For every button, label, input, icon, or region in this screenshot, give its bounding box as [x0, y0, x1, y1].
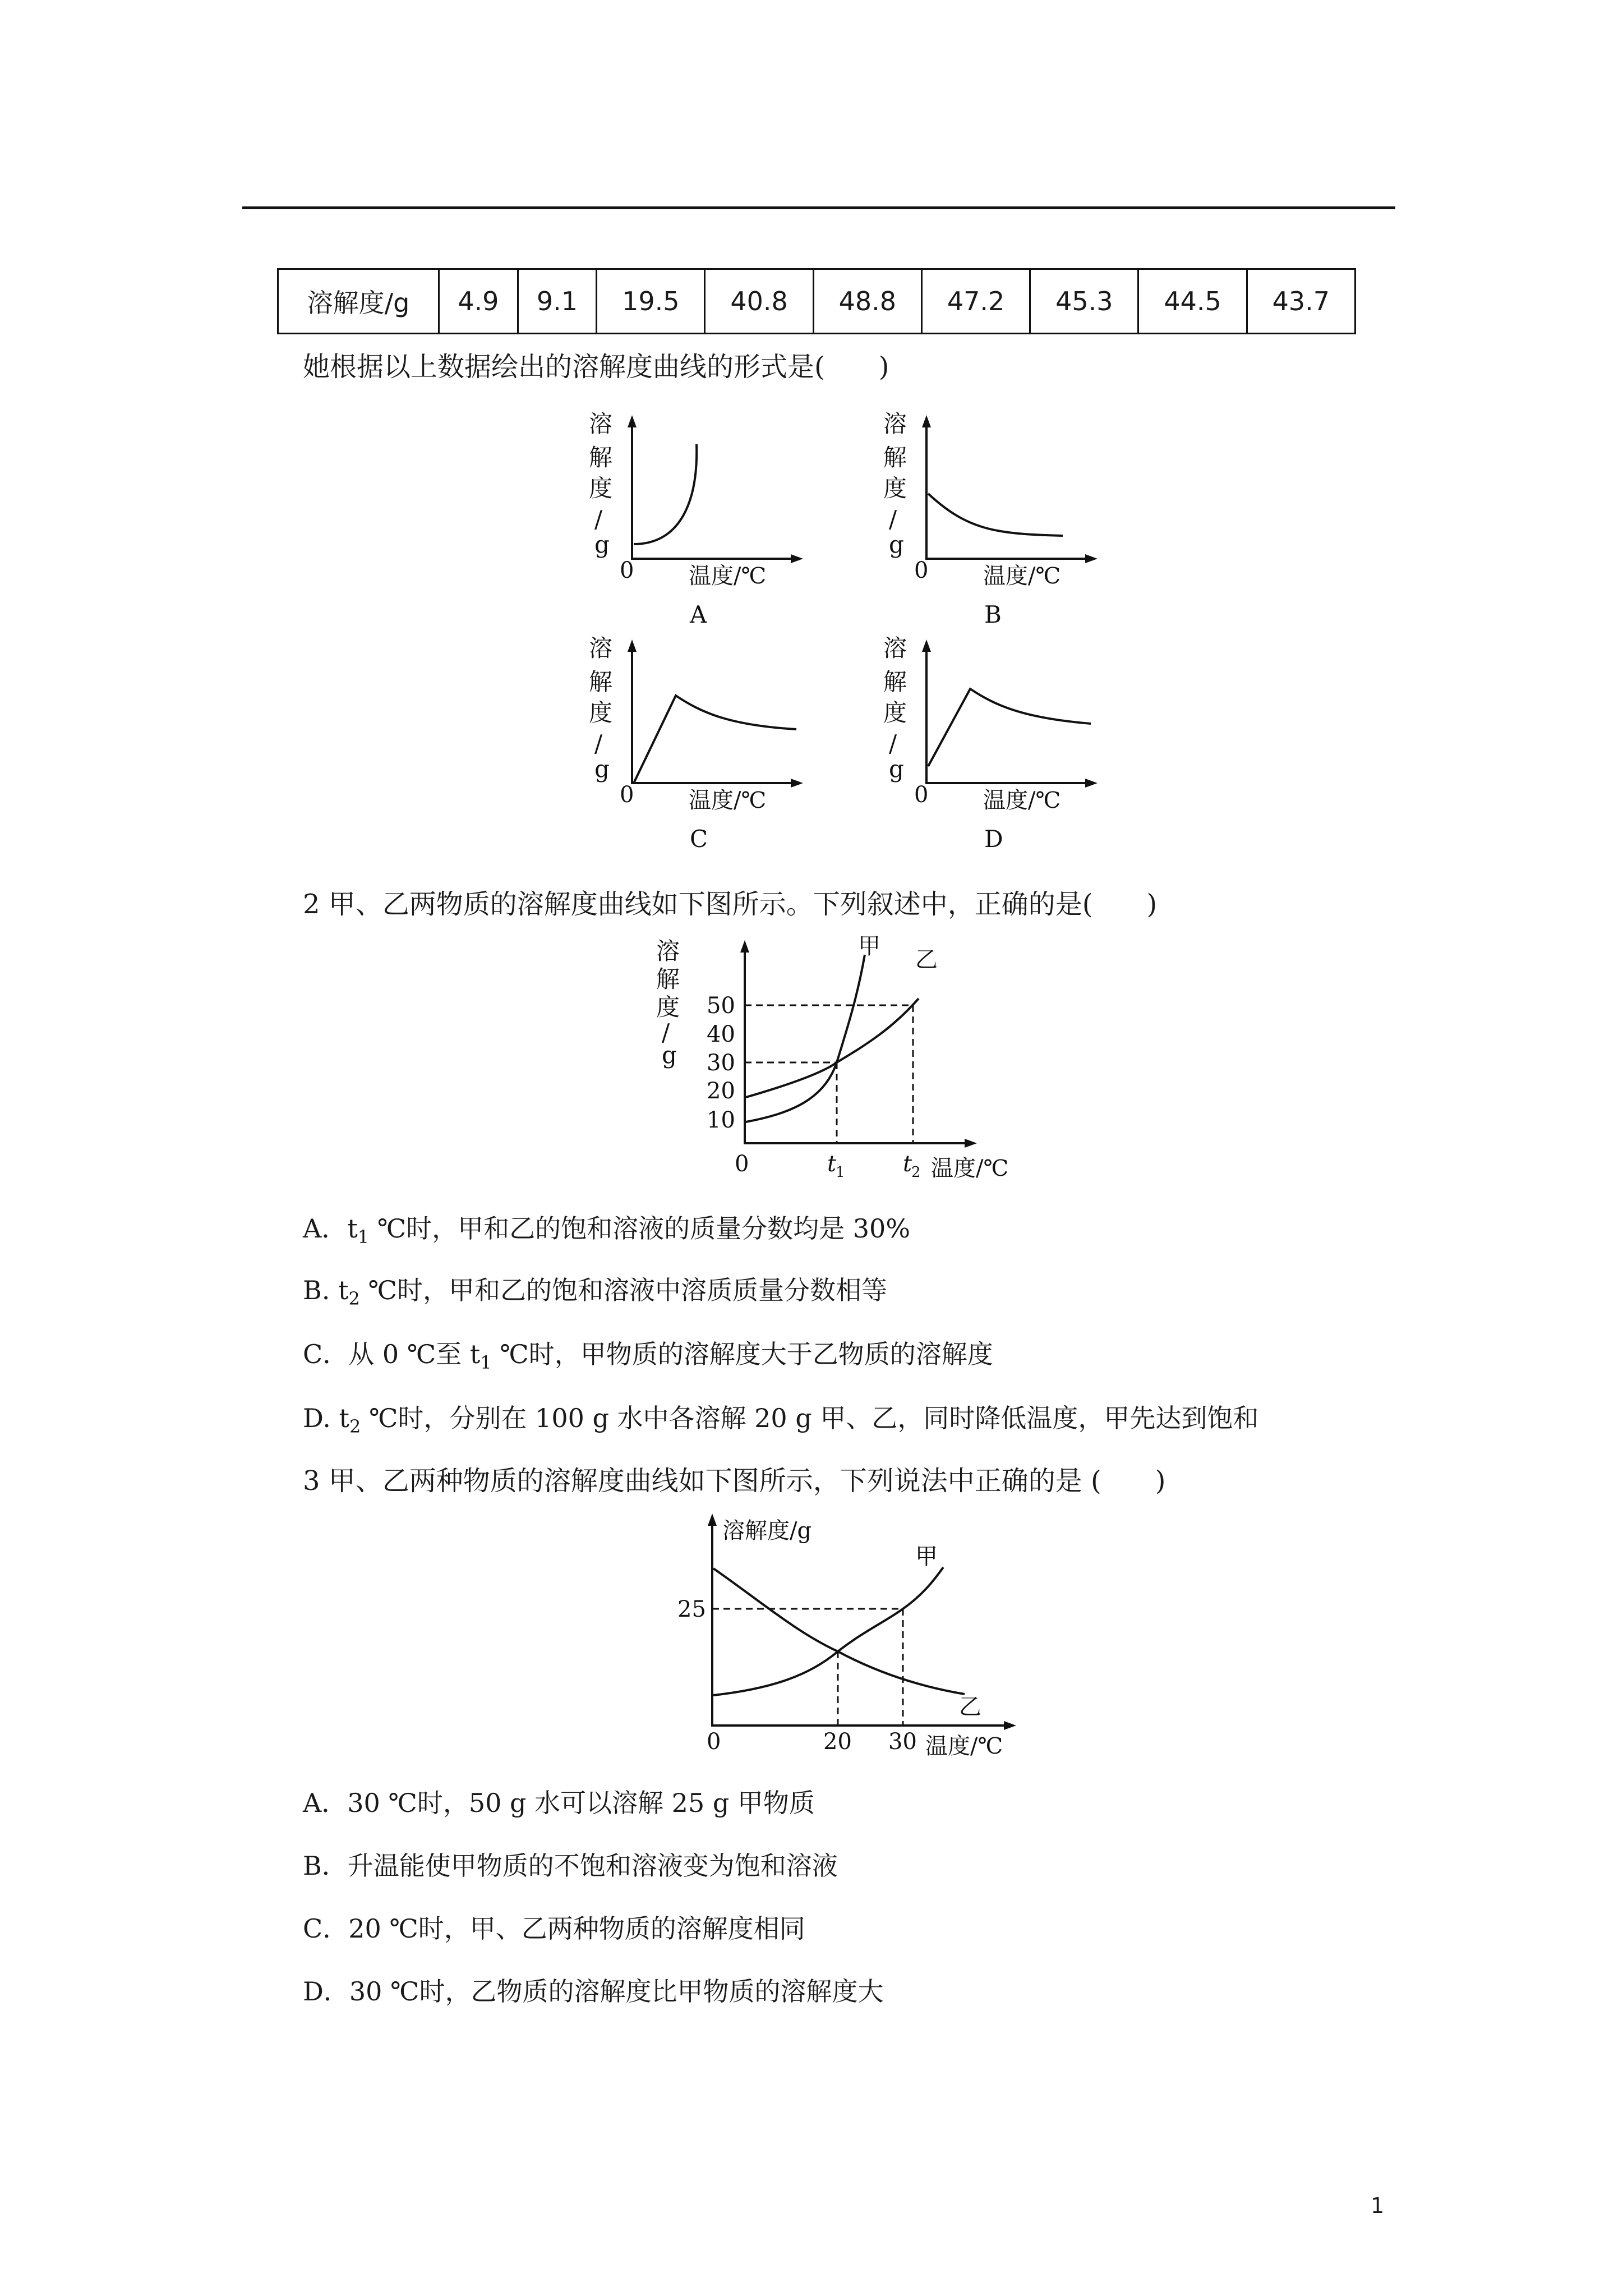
x-axis-arrow	[965, 1139, 977, 1148]
y-label-char: /	[889, 505, 897, 533]
y-axis-arrow	[922, 639, 931, 652]
solubility-table	[277, 268, 1356, 334]
option-label-a: A	[690, 601, 707, 628]
option-label-c: C	[690, 825, 708, 853]
y-label-char: 溶	[589, 634, 613, 662]
y-label-char: 度	[589, 699, 613, 726]
q3-option-c: C．20 ℃时，甲、乙两种物质的溶解度相同	[303, 1913, 805, 1944]
x-axis-label: 温度/℃	[983, 788, 1061, 813]
y-label-char: g	[889, 755, 904, 783]
y-tick-label: 20	[707, 1078, 735, 1104]
x-axis-label: 温度/℃	[983, 563, 1061, 589]
curve-a	[634, 444, 697, 544]
y-label-char: 溶	[883, 410, 907, 438]
x-axis-arrow	[1085, 779, 1098, 788]
y-label-char: g	[889, 531, 904, 558]
table-cell: 40.8	[705, 269, 813, 334]
series-label-yi: 乙	[915, 947, 938, 973]
y-tick-label: 10	[707, 1107, 735, 1133]
q2-option-c: C．从 0 ℃至 $t_1$ ℃时，甲物质的溶解度大于乙物质的溶解度	[303, 1339, 993, 1373]
y-label-char: 溶	[589, 410, 613, 438]
origin-label: 0	[735, 1151, 749, 1177]
y-tick-label: 25	[677, 1596, 706, 1622]
y-axis-arrow	[922, 415, 931, 427]
x-axis-arrow	[791, 779, 803, 788]
x-tick-label: 20	[823, 1729, 852, 1755]
series-label-jia: 甲	[915, 1544, 938, 1570]
y-label-char: 溶	[656, 937, 680, 965]
header-rule	[242, 206, 1395, 209]
q1-stem: 她根据以上数据绘出的溶解度曲线的形式是( )	[303, 351, 889, 383]
table-header-cell: 溶解度/g	[278, 269, 439, 334]
x-axis-label: 温度/℃	[925, 1733, 1003, 1759]
y-label-char: g	[594, 531, 610, 558]
x-tick-label: 30	[888, 1729, 917, 1755]
y-tick-label: 50	[707, 993, 735, 1019]
q3-chart	[673, 1509, 1066, 1778]
origin-label: 0	[914, 558, 929, 583]
y-label-char: 解	[589, 444, 613, 471]
y-label-char: 解	[589, 668, 613, 696]
y-label-char: /	[889, 730, 897, 757]
x-tick-label: t	[827, 1151, 837, 1177]
origin-label: 0	[914, 782, 929, 808]
curve-c	[634, 696, 796, 783]
series-yi-curve	[746, 999, 919, 1097]
x-axis-arrow	[1004, 1721, 1016, 1730]
x-axis-label: 温度/℃	[931, 1156, 1009, 1181]
y-label-char: /	[662, 1019, 670, 1046]
table-row	[278, 269, 1355, 334]
q2-chart	[656, 931, 1049, 1195]
q2-option-d: D. $t_2$ ℃时，分别在 100 g 水中各溶解 20 g 甲、乙，同时降低温度，甲先达到饱和	[303, 1403, 1259, 1437]
y-axis-label: 溶解度/g	[722, 1518, 812, 1544]
y-label-char: 度	[589, 475, 613, 502]
y-label-char: 溶	[883, 634, 907, 662]
series-jia-curve	[746, 955, 865, 1122]
x-tick-sub: 2	[911, 1164, 921, 1181]
y-label-char: /	[594, 505, 603, 533]
y-label-char: g	[662, 1041, 677, 1069]
chart-d	[883, 634, 1119, 858]
y-label-char: 解	[656, 965, 680, 993]
q3-option-b: B．升温能使甲物质的不饱和溶液变为饱和溶液	[303, 1851, 838, 1881]
q2-option-b: B. $t_2$ ℃时，甲和乙的饱和溶液中溶质质量分数相等	[303, 1275, 887, 1309]
y-axis-arrow	[740, 940, 749, 953]
chart-a	[589, 409, 824, 634]
q3-option-a: A．30 ℃时，50 g 水可以溶解 25 g 甲物质	[303, 1788, 815, 1818]
chart-b	[883, 409, 1119, 634]
x-axis-arrow	[791, 554, 803, 563]
y-axis-arrow	[708, 1513, 717, 1526]
table-cell: 48.8	[813, 269, 921, 334]
table-cell: 45.3	[1030, 269, 1138, 334]
y-label-char: 解	[883, 444, 907, 471]
y-label-char: /	[594, 730, 603, 757]
y-axis-arrow	[628, 415, 637, 427]
origin-label: 0	[620, 782, 634, 808]
y-tick-label: 40	[707, 1022, 735, 1047]
y-label-char: g	[594, 755, 610, 783]
page-number: 1	[1371, 2193, 1385, 2218]
y-label-char: 解	[883, 668, 907, 696]
curve-d	[928, 689, 1091, 766]
origin-label: 0	[707, 1729, 721, 1755]
x-axis-label: 温度/℃	[689, 788, 767, 813]
option-label-d: D	[984, 825, 1003, 853]
table-cell: 47.2	[921, 269, 1030, 334]
q2-option-a: A．$t_1$ ℃时，甲和乙的饱和溶液的质量分数均是 30%	[303, 1213, 911, 1248]
table-cell: 43.7	[1247, 269, 1355, 334]
x-tick-sub: 1	[836, 1164, 845, 1181]
series-jia-curve	[713, 1567, 943, 1695]
x-tick-label: t	[903, 1151, 912, 1177]
y-label-char: 度	[883, 699, 907, 726]
y-axis-arrow	[628, 639, 637, 652]
table-cell: 4.9	[439, 269, 518, 334]
curve-b	[928, 494, 1063, 536]
chart-c	[589, 634, 824, 858]
table-cell: 9.1	[518, 269, 597, 334]
table-cell: 44.5	[1138, 269, 1247, 334]
x-axis-label: 温度/℃	[689, 563, 767, 589]
q3-stem: 3 甲、乙两种物质的溶解度曲线如下图所示，下列说法中正确的是 ( )	[303, 1465, 1166, 1497]
q2-stem: 2 甲、乙两物质的溶解度曲线如下图所示。下列叙述中，正确的是( )	[303, 889, 1158, 920]
table-cell: 19.5	[597, 269, 705, 334]
y-label-char: 度	[883, 475, 907, 502]
q3-option-d: D．30 ℃时，乙物质的溶解度比甲物质的溶解度大	[303, 1976, 884, 2007]
y-tick-label: 30	[707, 1050, 735, 1076]
series-label-jia: 甲	[858, 933, 880, 959]
y-label-char: 度	[656, 993, 680, 1021]
series-label-yi: 乙	[959, 1694, 981, 1720]
x-axis-arrow	[1085, 554, 1098, 563]
option-label-b: B	[984, 601, 1002, 628]
origin-label: 0	[620, 558, 634, 583]
